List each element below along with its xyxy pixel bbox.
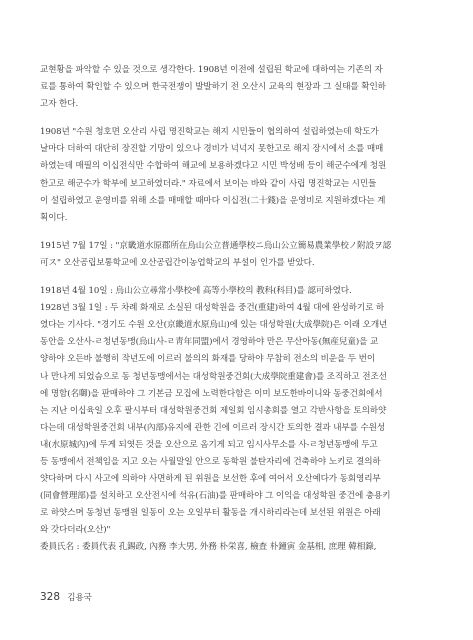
text-line: 이 설립하였고 운영비를 위해 소를 매매할 때마다 이십전(二十錢)을 운영비로 지원하겠다는 계 xyxy=(40,195,386,206)
text-line: 可ス" 오산공립보통학교에 오산공립간이농업학교의 부설이 인가를 받았다. xyxy=(40,257,315,268)
running-author: 김용국 xyxy=(67,593,92,603)
page-number: 328 xyxy=(40,591,61,603)
document-body xyxy=(40,62,440,557)
paragraph xyxy=(40,124,440,227)
text-line: 료를 통하여 확인할 수 있으며 한국전쟁이 발발하기 전 오산시 교육의 현장과 그 실태를 확인하 xyxy=(40,82,386,93)
text-line: 와 갓다더라(오산)" xyxy=(40,525,111,536)
text-line: 에 명함(名啣)을 판매하야 그 기본금 모집에 노력한다함은 이미 보도한바이니와 동중건회에서 xyxy=(40,388,383,399)
text-line: 하였는데 매필의 이십전식만 수합하여 해교에 보용하겠다고 시민 박성배 등이 해군수에게 청원 xyxy=(40,161,387,172)
text-line: 1928년 3월 1일 : 두 차례 화재로 소실된 대성학원을 중건(重建)하여 4월 대에 완성하기로 하 xyxy=(40,303,385,314)
text-line: 1918년 4월 10일 : 烏山公立尋常小學校에 高等小學校의 教科(科目)를 認可하였다. xyxy=(40,286,352,297)
text-line: 였다는 기사다. "경기도 수원 오산(京畿道水原烏山)에 있는 대성학원(大成學院)은 이래 오개년 xyxy=(40,320,388,331)
text-line: 양하야 오든바 불행히 작년도에 이르러 불의의 화재를 당하야 무참히 전소의 비운을 두 번이 xyxy=(40,354,376,365)
page-footer xyxy=(40,591,92,603)
text-line: 는 지난 이십육일 오후 팔시부터 대성학원중건회 제일회 임시총회를 열고 각반사항을 토의하얏 xyxy=(40,405,387,416)
text-line: 내(水原城內)에 두게 되엿든 것을 오산으로 옴기게 되고 임시사무소를 사-ㄹ청년동맹에 두고 xyxy=(40,439,378,450)
text-line: 획이다. xyxy=(40,212,68,223)
paragraph xyxy=(40,238,440,272)
text-line: 1915년 7월 17일 : "京畿道水原郡所在烏山公立普通學校ニ烏山公立簡易農業學校ノ附設ヲ認 xyxy=(40,240,392,251)
text-line: 로 하얏스며 동청년 동맹원 일동이 오는 오일부터 활동을 개시하리라는데 보선된 위원은 아래 xyxy=(40,508,381,519)
text-line: 얏다하며 다시 사고에 의하야 사면하게 된 위원을 보선한 후에 여어서 오산예다가 동회영리부 xyxy=(40,474,381,485)
text-line: (同會營理部)를 설치하고 오산전시에 석유(石油)를 판매하야 그 이익을 대성학원 중건에 충용키 xyxy=(40,491,391,502)
text-line: 날마다 더하여 대단히 장진할 기망이 있으나 경비가 넉넉지 못한고로 해지 장시에서 소를 매매 xyxy=(40,144,384,155)
paragraph xyxy=(40,62,440,113)
text-line: 교현황을 파악할 수 있을 것으로 생각한다. 1908년 이전에 설립된 학교에 대하여는 기존의 자 xyxy=(40,65,383,75)
text-line: 한고로 해군수가 학부에 보고하였더라." 자료에서 보이는 바와 같이 사립 명진학교는 시민들 xyxy=(40,178,377,189)
text-line: 고자 한다. xyxy=(40,99,79,110)
text-line: 등 동맹에서 전책임을 지고 오는 사월말일 안으로 동학원 불탄자리에 건축하야 노키로 결의하 xyxy=(40,456,381,467)
text-line: 委員氏名 : 委員代表 孔錫政, 內務 李大男, 外務 朴栄喜, 檢査 朴鐘寅 金基相, 庶理 韓相錄, xyxy=(40,542,377,553)
text-line: 동안을 오산사-ㄹ청년동맹(烏山사-ㄹ靑年同盟)에서 경영하야 만은 무산아동(無産兒童)을 교 xyxy=(40,337,379,348)
text-line: 나 만나게 되었슴으로 동 청년동맹에서는 대성학원중건회(大成學院重建會)를 조직하고 전조선 xyxy=(40,371,387,382)
text-line: 다는데 대성학원중건회 내부(內部)유지에 관한 긴에 이르러 장시간 토의한 결과 내부를 수원성 xyxy=(40,422,386,433)
paragraph xyxy=(40,283,440,557)
text-line: 1908년 "수원 청호면 오산리 사립 명진학교는 해지 시민들이 협의하여 설립하였는데 학도가 xyxy=(40,127,379,138)
